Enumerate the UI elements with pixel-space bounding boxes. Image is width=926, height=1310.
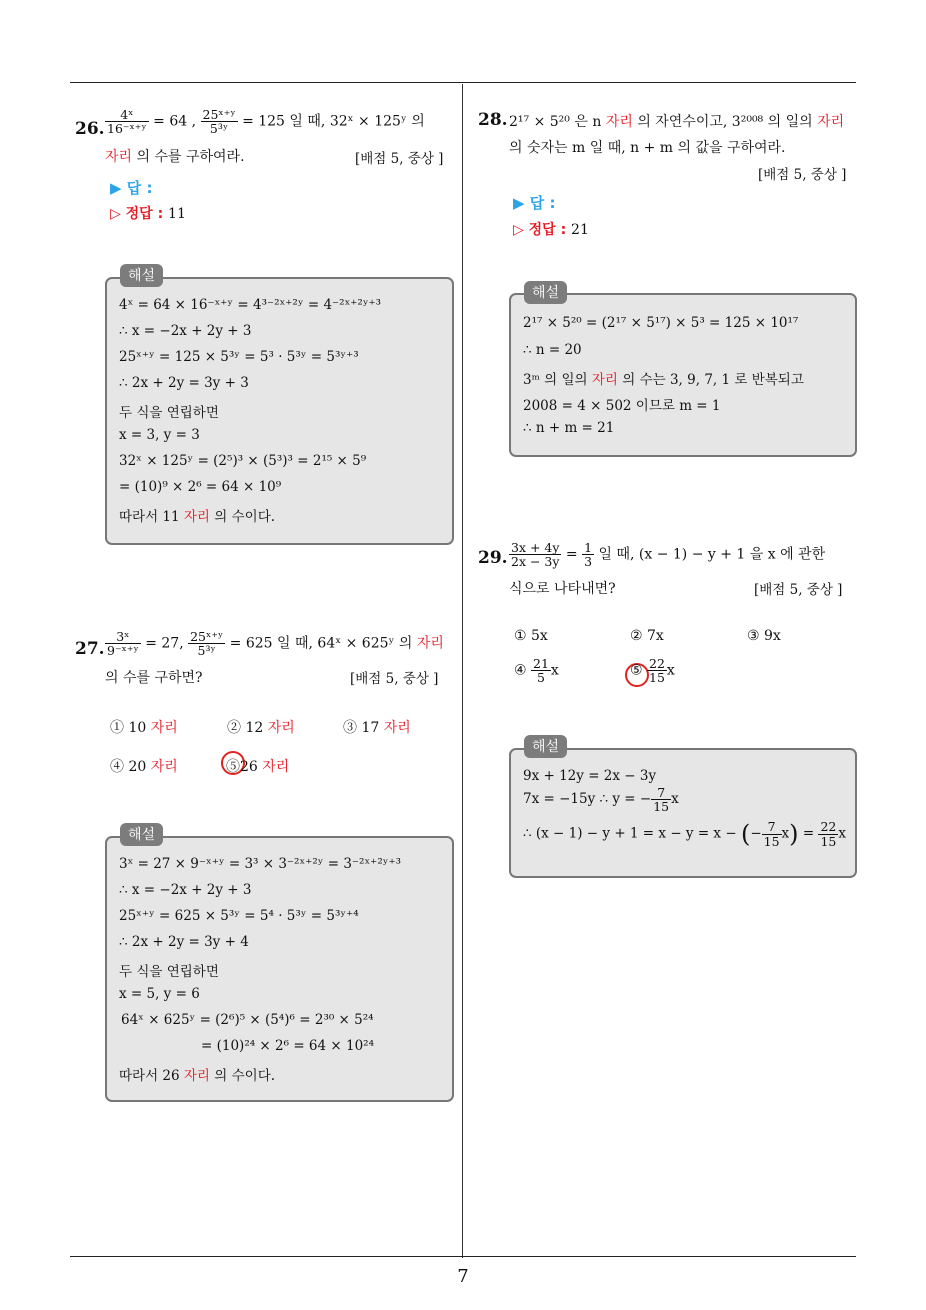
q27-choice-3[interactable]: ③ 17 자리 [343, 720, 411, 736]
q26-sol-line: x = 3, y = 3 [119, 427, 200, 443]
q29-choice-5[interactable]: ⑤ $\frac{22}{15}$ x [630, 656, 675, 686]
q29-score: [배점 5, 중상 ] [754, 582, 843, 598]
q27-sol-line: 64ˣ × 625ʸ = (2⁶)⁵ × (5⁴)⁶ = 2³⁰ × 5²⁴ [121, 1012, 374, 1028]
q27-choice-4[interactable]: ④ 20 자리 [110, 759, 178, 775]
q29-number: 29. [478, 548, 508, 568]
q26-frac1: $\frac{\text{4ˣ}}{\text{16⁻ˣ⁺ʸ}}$ [107, 107, 147, 137]
q26-number: 26. [75, 119, 105, 139]
q29-choice-2[interactable]: ② 7x [630, 628, 664, 644]
q28-sol-line: ∴ n + m = 21 [523, 420, 615, 436]
q28-line1: 2¹⁷ × 5²⁰ 은 n 자리 의 자연수이고, 3²⁰⁰⁸ 의 일의 자리 [509, 114, 845, 130]
q27-number: 27. [75, 639, 105, 659]
q26-sol-line: = (10)⁹ × 2⁶ = 64 × 10⁹ [119, 479, 282, 495]
q28-sol-line: 3ᵐ 의 일의 자리 의 수는 3, 9, 7, 1 로 반복되고 [523, 372, 804, 388]
q26-correct: ▷ 정답 : 11 [110, 206, 186, 222]
q29-choice-3[interactable]: ③ 9x [747, 628, 781, 644]
q29-line1: $\frac{3x + 4y}{2x - 3y}$ = $\frac{1}{3}$ 일 때, (x − 1) − y + 1 을 x 에 관한 [511, 540, 826, 570]
q27-sol-line: 3ˣ = 27 × 9⁻ˣ⁺ʸ = 3³ × 3⁻²ˣ⁺²ʸ = 3⁻²ˣ⁺²ʸ⁺³ [119, 856, 401, 872]
q29-sol-line: 7x = −15y ∴ y = − $\frac{7}{15}$ x [523, 785, 679, 815]
q28-answer-label: ▶ 답 : [513, 194, 556, 212]
q26-frac2: $\frac{\text{25ˣ⁺ʸ}}{\text{5³ʸ}}$ [202, 107, 236, 137]
q27-sol-line: 두 식을 연립하면 [119, 964, 219, 980]
q26-sol-line: ∴ 2x + 2y = 3y + 3 [119, 375, 249, 391]
q27-sol-line: ∴ 2x + 2y = 3y + 4 [119, 934, 249, 950]
q28-solution-label: 해설 [524, 281, 567, 304]
q27-frac1: $\frac{\text{3ˣ}}{\text{9⁻ˣ⁺ʸ}}$ [107, 629, 139, 659]
q27-sol-conclusion: 따라서 26 자리 의 수이다. [119, 1068, 276, 1084]
q27-choice-2[interactable]: ② 12 자리 [227, 720, 295, 736]
q27-choice-5[interactable]: ⑤26 자리 [226, 759, 290, 775]
q27-solution-label: 해설 [120, 823, 163, 846]
q27-score: [배점 5, 중상 ] [350, 671, 439, 687]
q29-rhs-frac: $\frac{1}{3}$ [584, 540, 593, 570]
top-rule [70, 82, 856, 83]
q26-line1: $\frac{\text{4ˣ}}{\text{16⁻ˣ⁺ʸ}}$ = 64 , $\frac{\text{25ˣ⁺ʸ}}{\text{5³ʸ}}$ = 125 일 때, 32ˣ × 125ʸ 의 [107, 107, 425, 137]
q29-line2: 식으로 나타내면? [509, 581, 616, 597]
q29-choice-1[interactable]: ① 5x [514, 628, 548, 644]
q28-line2: 의 숫자는 m 일 때, n + m 의 값을 구하여라. [509, 140, 786, 156]
q26-sol-line: 4ˣ = 64 × 16⁻ˣ⁺ʸ = 4³⁻²ˣ⁺²ʸ = 4⁻²ˣ⁺²ʸ⁺³ [119, 297, 382, 313]
page-number: 7 [457, 1266, 469, 1287]
q26-sol-line: 두 식을 연립하면 [119, 405, 219, 421]
q27-sol-line: = (10)²⁴ × 2⁶ = 64 × 10²⁴ [201, 1038, 375, 1054]
q26-line2: 자리 의 수를 구하여라. [105, 149, 245, 165]
q28-sol-line: 2¹⁷ × 5²⁰ = (2¹⁷ × 5¹⁷) × 5³ = 125 × 10¹⁷ [523, 315, 799, 331]
q26-sol-line: ∴ x = −2x + 2y + 3 [119, 323, 252, 339]
q28-solution-box [509, 293, 857, 457]
q28-score: [배점 5, 중상 ] [758, 167, 847, 183]
q28-number: 28. [478, 110, 508, 130]
q26-sol-line: 25ˣ⁺ʸ = 125 × 5³ʸ = 5³ · 5³ʸ = 5³ʸ⁺³ [119, 349, 359, 365]
q28-sol-line: 2008 = 4 × 502 이므로 m = 1 [523, 398, 721, 414]
q29-sol-line: 9x + 12y = 2x − 3y [523, 768, 657, 784]
q26-sol-conclusion: 따라서 11 자리 의 수이다. [119, 509, 276, 525]
q28-sol-line: ∴ n = 20 [523, 342, 582, 358]
q27-line1: $\frac{\text{3ˣ}}{\text{9⁻ˣ⁺ʸ}}$ = 27, $\frac{\text{25ˣ⁺ʸ}}{\text{5³ʸ}}$ = 625 일 때, 64ˣ × 625ʸ 의 자리 [107, 629, 444, 659]
q29-solution-label: 해설 [524, 735, 567, 758]
q29-sol-line: ∴ (x − 1) − y + 1 = x − y = x − (− $\frac{7}{15}$ x) = $\frac{22}{15}$ x [523, 819, 846, 849]
q27-choice-1[interactable]: ① 10 자리 [110, 720, 178, 736]
q26-score: [배점 5, 중상 ] [355, 151, 444, 167]
q29-frac: $\frac{3x + 4y}{2x - 3y}$ [511, 540, 560, 570]
q27-frac2: $\frac{\text{25ˣ⁺ʸ}}{\text{5³ʸ}}$ [190, 629, 224, 659]
q29-solution-box [509, 748, 857, 878]
q26-solution-label: 해설 [120, 264, 163, 287]
q26-solution-box [105, 277, 454, 545]
column-divider [462, 84, 463, 1258]
q28-correct: ▷ 정답 : 21 [513, 222, 589, 238]
q26-sol-line: 32ˣ × 125ʸ = (2⁵)³ × (5³)³ = 2¹⁵ × 5⁹ [119, 453, 367, 469]
q27-sol-line: ∴ x = −2x + 2y + 3 [119, 882, 252, 898]
q27-sol-line: 25ˣ⁺ʸ = 625 × 5³ʸ = 5⁴ · 5³ʸ = 5³ʸ⁺⁴ [119, 908, 359, 924]
q27-sol-line: x = 5, y = 6 [119, 986, 200, 1002]
q29-choice-4[interactable]: ④ $\frac{21}{5}$ x [514, 656, 559, 686]
q27-solution-box [105, 836, 454, 1102]
q26-answer-label: ▶ 답 : [110, 179, 153, 197]
bottom-rule [70, 1256, 856, 1257]
q27-line2: 의 수를 구하면? [105, 670, 203, 686]
